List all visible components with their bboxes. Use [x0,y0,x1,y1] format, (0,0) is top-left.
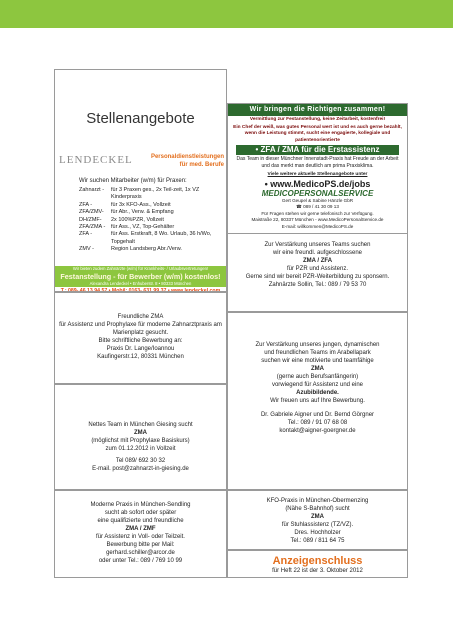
job-row: ZMV - Region Landsberg Abr./Verw. [79,246,182,253]
job-row: Zahnarzt - für 3 Praxen ges., 2x Teil-zeit, 1x VZ Kinderpraxis [79,187,200,201]
medicops-url[interactable]: • www.MedicoPS.de/jobs [264,178,371,189]
medicops-link-note[interactable]: Viele weitere aktuelle Stellenangebote unter [267,171,368,177]
job-row: DH/ZMF- 2x 100%PZR, Vollzeit [79,216,164,223]
giesing-ad: Nettes Team in München Giesing sucht ZMA (möglichst mit Prophylaxe Basiskurs) zum 01.12.2012 in Vollzeit Tel 089/ 692 30 32 E-mail. post@zahnarzt-in-giesing.de [54,384,227,490]
zma-marienplatz-ad: Freundliche ZMA für Assistenz und Prophylaxe für moderne Zahnarztpraxis am Marienplatz gesucht. Bitte schriftliche Bewerbung an: Praxis Dr. Lange/Ioannou Kaufingerstr.12, 80331 München [54,292,227,384]
sendling-ad: Moderne Praxis in München-Sendling sucht ab sofort oder später eine qualifizierte und freundliche ZMA / ZMF für Assistenz in Voll- oder Teilzeit. Bewerbung bitte per Mail: gerhard.schiller@arcor.de oder unter Tel.: 089 / 769 10 99 [54,490,227,578]
lendeckel-footer: Wir bieten zudem Zahnärzte (w/m) für Krankheits- / Urlaubsvertretungen! Festanstellung - für Bewerber (w/m) kostenlos! Alexandra Lendeckel • Enhuberstr. 8 • 80333 München T.: 089- 46 13 94 57 • Mobil: 0163- 631 99 37 • www.lendeckel.com [55,266,226,292]
medicops-team-text: Das Team in dieser Münchner Innenstadt-Praxis hat Freude an der Arbeit und das merkt man deutlich am prima Praxisklima. [236,156,399,169]
medicops-top-text: Ein Chef der weiß, was gutes Personal wert ist und es auch gerne bezahlt, wenn die Leistung stimmt, sucht eine engagierte, kollegiale und patientenorientierte [233,124,402,143]
medicops-zfa-banner: • ZFA / ZMA für die Erstassistenz [236,145,399,155]
lendeckel-logo-row [59,150,224,176]
arabellapark-ad: Zur Verstärkung unseres jungen, dynamischen und freundlichen Teams im Arabellapark suchen wir eine motivierte und teamfähige ZMA (gerne auch Berufsanfängerin) vorwiegend für Assistenz und eine Azubibildende. Wir freuen uns auf Ihre Bewerbung. Dr. Gabriele Aigner und Dr. Bernd Görgner Tel.: 089 / 91 07 68 08 kontakt@aigner-goergner.de [227,312,408,490]
obermenzing-ad: KFO-Praxis in München-Obermenzing (Nähe S-Bahnhof) sucht ZMA für Stuhlassistenz (TZ/VZ). Dres. Hochholzer Tel.: 089 / 811 64 75 [227,490,408,550]
job-row: ZFA - für Ass. Erstkraft, 8 Wo. Urlaub, 36 h/Wo, Topgehalt [79,231,212,245]
medicops-brand: MEDICOPERSONALSERVICE [261,188,374,198]
medicops-top-line: Vermittlung zur Festanstellung, keine Zeitarbeit, kostenfrei! [249,117,386,122]
lendeckel-tagline: Personaldienstleistungen für med. Berufe [150,154,224,168]
medicops-owners: Gert Geupel & Sabine Hänzle GbR [281,197,354,203]
anzeigenschluss-text: für Heft 22 ist der 3. Oktober 2012 [272,568,363,574]
medicops-email[interactable]: E-mail: willkommen@MedicoPS.de [281,223,354,229]
anzeigenschluss-title: Anzeigenschluss [272,555,363,567]
anzeigenschluss-box [227,550,408,578]
medicops-phone: ☎ 089 / 41 30 09 13 [296,204,339,210]
lendeckel-logo: LENDECKEL [59,154,133,166]
job-row: ZFA/ZMA - für Ass., VZ, Top-Gehälter [79,224,175,231]
medicops-address: Maistraße 22, 80337 München - www.MedicoPersonalService.de [251,217,384,223]
lendeckel-job-list [79,187,225,254]
lendeckel-ad [54,69,227,292]
stellenangebote-heading: Stellenangebote [86,110,195,127]
job-row: ZFA - für 3x KFO-Ass., Vollzeit [79,201,171,208]
sollin-ad: Zur Verstärkung unseres Teams suchen wir eine freundl. aufgeschlossene ZMA / ZFA für PZR und Assistenz. Gerne sind wir bereit PZR-Weiterbildung zu sponsern. Zahnärzte Sollin, Tel.: 089 / 79 53 70 [227,233,408,312]
lendeckel-intro: Wir suchen Mitarbeiter (w/m) für Praxen: [79,178,187,184]
medicops-header: Wir bringen die Richtigen zusammen! [228,104,407,116]
top-green-bar [0,0,453,28]
medicops-phone-note: Für Fragen stehen wir gerne telefonisch zur Verfügung. [261,210,374,216]
job-row: ZFA/ZMV- für Abr., Verw. & Empfang [79,209,174,216]
